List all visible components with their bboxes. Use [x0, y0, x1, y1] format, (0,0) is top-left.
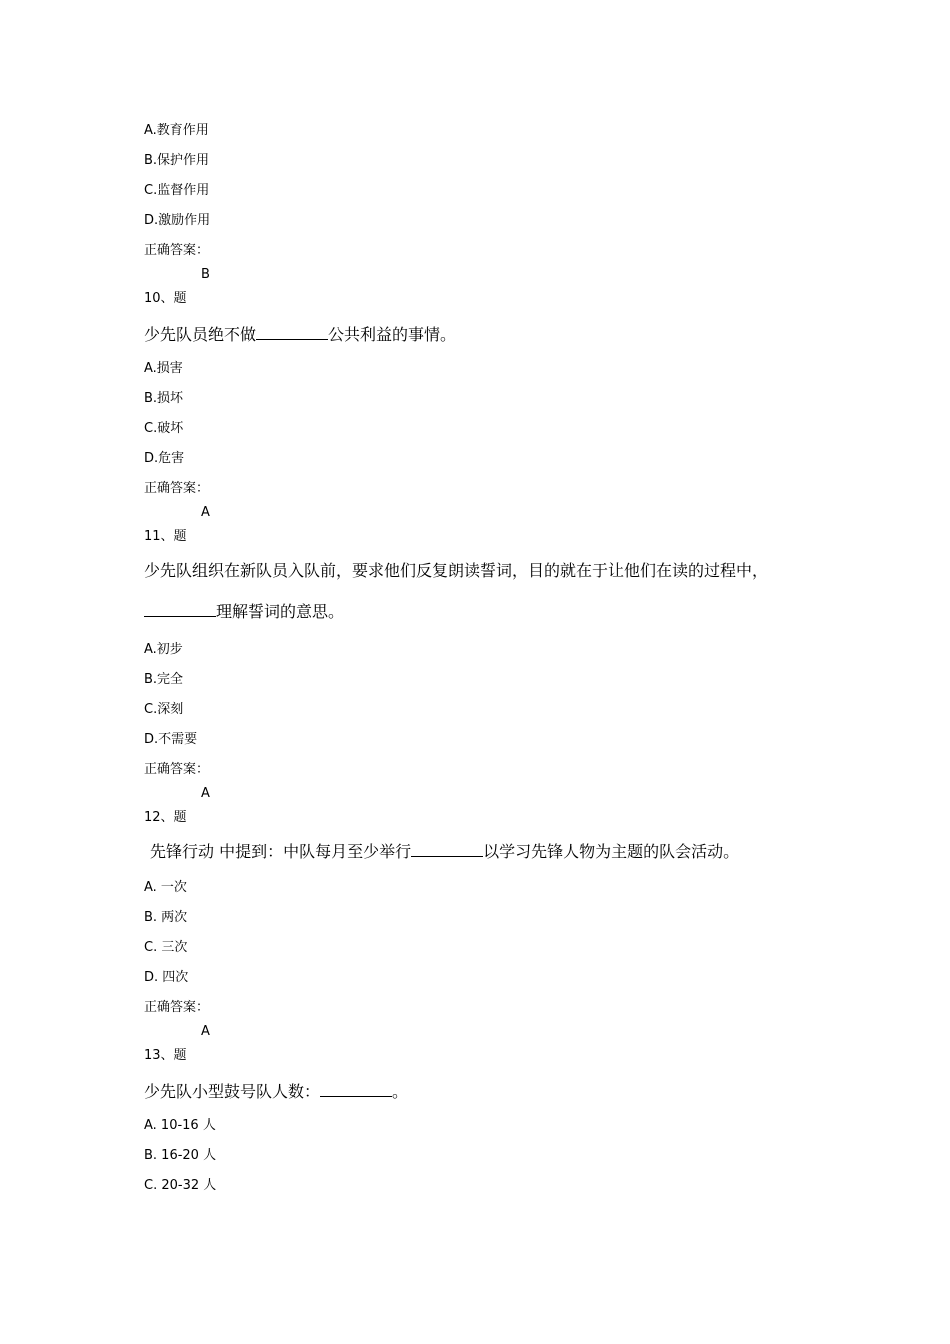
q12-answer-label: 正确答案：	[144, 1000, 210, 1015]
q9-option-c: C.监督作用	[144, 183, 210, 198]
q13-option-b: B. 16-20 人	[144, 1148, 217, 1163]
q12-blank	[411, 842, 483, 857]
q10-answer-label: 正确答案：	[144, 481, 210, 496]
q13-stem-before: 少先队小型鼓号队人数：	[144, 1082, 321, 1101]
q10-option-a: A.损害	[144, 361, 183, 376]
q11-answer-label: 正确答案：	[144, 762, 210, 777]
q9-answer: B	[201, 267, 210, 282]
q11-stem-line2	[144, 602, 344, 620]
q9-option-b: B.保护作用	[144, 153, 210, 168]
q12-option-c: C. 三次	[144, 940, 188, 955]
q10-blank	[256, 325, 328, 340]
q11-number: 11、题	[144, 529, 187, 544]
q10-stem-before: 少先队员绝不做	[144, 325, 257, 344]
q12-number: 12、题	[144, 810, 187, 825]
q12-option-b: B. 两次	[144, 910, 188, 925]
q11-option-c: C.深刻	[144, 702, 184, 717]
q13-stem	[144, 1082, 408, 1100]
q10-stem-after: 公共利益的事情。	[328, 325, 457, 344]
q11-stem-line1: 少先队组织在新队员入队前，要求他们反复朗读誓词，目的就在于让他们在读的过程中，	[144, 561, 769, 580]
q10-answer: A	[201, 505, 210, 520]
q12-answer: A	[201, 1024, 210, 1039]
q11-option-d: D.不需要	[144, 732, 198, 747]
q12-stem-before: 先锋行动 中提到：中队每月至少举行	[150, 842, 412, 861]
q12-option-a: A. 一次	[144, 880, 187, 895]
q13-number: 13、题	[144, 1048, 187, 1063]
q10-number: 10、题	[144, 291, 187, 306]
q11-answer: A	[201, 786, 210, 801]
q12-stem	[150, 842, 739, 860]
q9-answer-label: 正确答案：	[144, 243, 210, 258]
q11-option-a: A.初步	[144, 642, 183, 657]
q10-option-b: B.损坏	[144, 391, 184, 406]
q12-stem-after: 以学习先锋人物为主题的队会活动。	[483, 842, 740, 861]
q11-option-b: B.完全	[144, 672, 184, 687]
q13-option-c: C. 20-32 人	[144, 1178, 217, 1193]
q13-stem-after: 。	[392, 1082, 409, 1101]
q11-blank	[144, 602, 216, 617]
q12-option-d: D. 四次	[144, 970, 189, 985]
q10-option-d: D.危害	[144, 451, 185, 466]
q9-option-a: A.教育作用	[144, 123, 209, 138]
q13-option-a: A. 10-16 人	[144, 1118, 216, 1133]
q9-option-d: D.激励作用	[144, 213, 211, 228]
q10-option-c: C.破坏	[144, 421, 184, 436]
q10-stem	[144, 325, 456, 343]
q11-stem-after: 理解誓词的意思。	[216, 602, 345, 621]
q13-blank	[320, 1082, 392, 1097]
